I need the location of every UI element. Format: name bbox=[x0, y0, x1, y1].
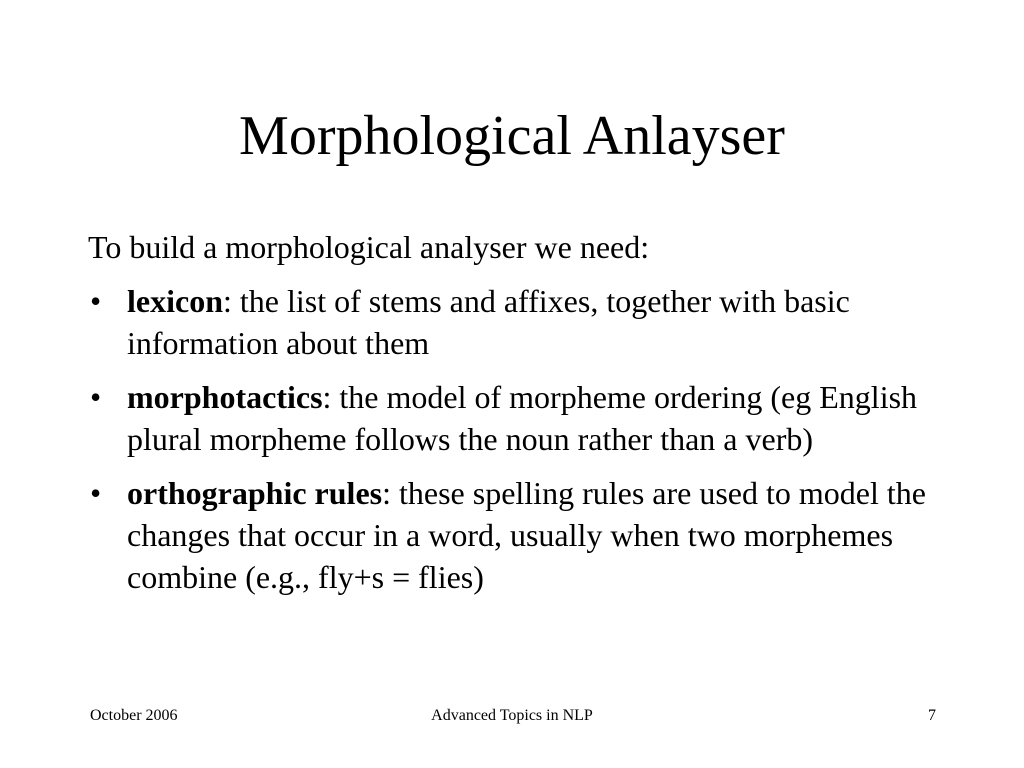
page-number: 7 bbox=[928, 707, 936, 724]
bullet-item-orthographic-rules bbox=[88, 472, 948, 598]
bullet-icon: • bbox=[90, 379, 102, 415]
intro-text: To build a morphological analyser we need: bbox=[88, 229, 650, 265]
bullet-text: : the list of stems and affixes, together with basic information about them bbox=[127, 283, 850, 361]
footer-course: Advanced Topics in NLP bbox=[431, 707, 593, 724]
bullet-text: : these spelling rules are used to model the changes that occur in a word, usually when two morphemes combine (e.g., fly+s = flies) bbox=[127, 475, 926, 595]
bullet-text: : the model of morpheme ordering (eg English plural morpheme follows the noun rather than a verb) bbox=[127, 379, 918, 457]
bullet-item-morphotactics bbox=[88, 376, 948, 460]
bullet-icon: • bbox=[90, 283, 102, 319]
slide-title: Morphological Anlayser bbox=[239, 105, 785, 167]
footer-date: October 2006 bbox=[90, 707, 178, 724]
bullet-term: morphotactics bbox=[127, 379, 323, 415]
bullet-item-lexicon bbox=[88, 280, 948, 364]
bullet-term: lexicon bbox=[127, 283, 223, 319]
slide-body bbox=[88, 226, 948, 610]
bullet-term: orthographic rules bbox=[127, 475, 383, 511]
bullet-list bbox=[88, 280, 948, 598]
bullet-icon: • bbox=[90, 475, 102, 511]
